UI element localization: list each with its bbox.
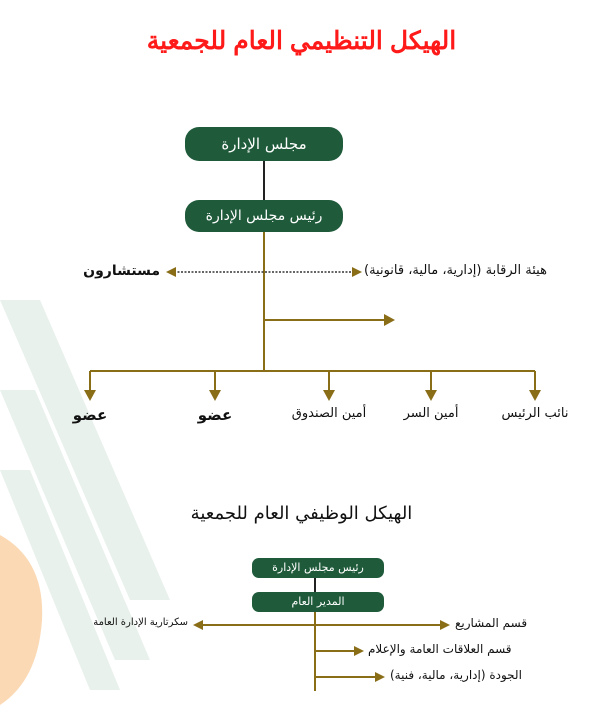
projects-label: قسم المشاريع bbox=[455, 616, 528, 630]
member-label-2: عضو bbox=[197, 406, 233, 424]
chairman-box: رئيس مجلس الإدارة bbox=[185, 200, 343, 232]
public-relations-label: قسم العلاقات العامة والإعلام bbox=[368, 642, 512, 656]
vice-president-label: نائب الرئيس bbox=[501, 406, 569, 421]
secretariat-label: سكرتارية الإدارة العامة bbox=[93, 617, 188, 628]
functional-chairman-box: رئيس مجلس الإدارة bbox=[252, 558, 384, 578]
main-title: الهيكل التنظيمي العام للجمعية bbox=[146, 27, 457, 55]
advisors-label: مستشارون bbox=[83, 263, 160, 279]
secretary-label: أمين السر bbox=[403, 406, 459, 421]
member-label-1: عضو bbox=[72, 406, 108, 424]
quality-label: الجودة (إدارية، مالية، فنية) bbox=[390, 668, 522, 682]
board-box: مجلس الإدارة bbox=[185, 127, 343, 161]
oversight-label: هيئة الرقابة (إدارية، مالية، قانونية) bbox=[364, 263, 547, 278]
general-manager-box: المدير العام bbox=[252, 592, 384, 612]
functional-title: الهيكل الوظيفي العام للجمعية bbox=[190, 503, 413, 524]
treasurer-label: أمين الصندوق bbox=[291, 406, 367, 421]
